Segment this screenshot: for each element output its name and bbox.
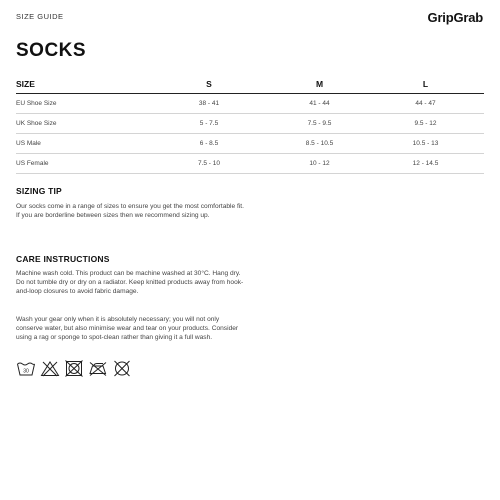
cell-value: 12 - 14.5	[367, 154, 484, 174]
cell-value: 7.5 - 9.5	[272, 114, 367, 134]
table-row	[16, 114, 484, 134]
cell-value: 10.5 - 13	[367, 134, 484, 154]
no-iron-icon	[88, 360, 108, 377]
table-row	[16, 154, 484, 174]
size-table	[16, 74, 484, 174]
care-icons	[16, 360, 132, 377]
cell-value: 7.5 - 10	[146, 154, 272, 174]
table-header-row	[16, 74, 484, 94]
column-header-l: L	[367, 74, 484, 94]
cell-value: 44 - 47	[367, 94, 484, 114]
column-header-m: M	[272, 74, 367, 94]
cell-value: 6 - 8.5	[146, 134, 272, 154]
wash-30-icon	[16, 360, 36, 377]
table-row	[16, 134, 484, 154]
care-paragraph-1: Machine wash cold. This product can be machine washed at 30°C. Hang dry. Do not tumble dry or dry on a radiator. Keep knitted products away from hook-and-loop closures to avoid fabric damage.	[16, 270, 244, 296]
care-paragraph-2: Wash your gear only when it is absolutely necessary; you will not only conserve water, but also minimise wear and tear on your products. Consider using a rag or sponge to spot-clean rather than giving it a full wash.	[16, 316, 239, 342]
table-row	[16, 94, 484, 114]
no-dry-clean-icon	[112, 360, 132, 377]
cell-value: 5 - 7.5	[146, 114, 272, 134]
row-label: UK Shoe Size	[16, 114, 146, 134]
cell-value: 10 - 12	[272, 154, 367, 174]
page-title: SOCKS	[16, 40, 87, 61]
row-label: US Female	[16, 154, 146, 174]
sizing-tip-text: Our socks come in a range of sizes to ensure you get the most comfortable fit. If you are borderline between sizes then we recommend sizing up.	[16, 203, 244, 220]
no-bleach-icon	[40, 360, 60, 377]
sizing-tip-heading: SIZING TIP	[16, 186, 62, 196]
cell-value: 9.5 - 12	[367, 114, 484, 134]
brand-logo: GripGrab	[427, 10, 483, 25]
care-heading: CARE INSTRUCTIONS	[16, 254, 110, 264]
column-header-s: S	[146, 74, 272, 94]
column-header-size: SIZE	[16, 74, 146, 94]
cell-value: 41 - 44	[272, 94, 367, 114]
cell-value: 38 - 41	[146, 94, 272, 114]
row-label: US Male	[16, 134, 146, 154]
no-tumble-dry-icon	[64, 360, 84, 377]
wash-temperature-label: 30	[23, 368, 29, 375]
size-guide-label: SIZE GUIDE	[16, 12, 64, 21]
cell-value: 8.5 - 10.5	[272, 134, 367, 154]
row-label: EU Shoe Size	[16, 94, 146, 114]
